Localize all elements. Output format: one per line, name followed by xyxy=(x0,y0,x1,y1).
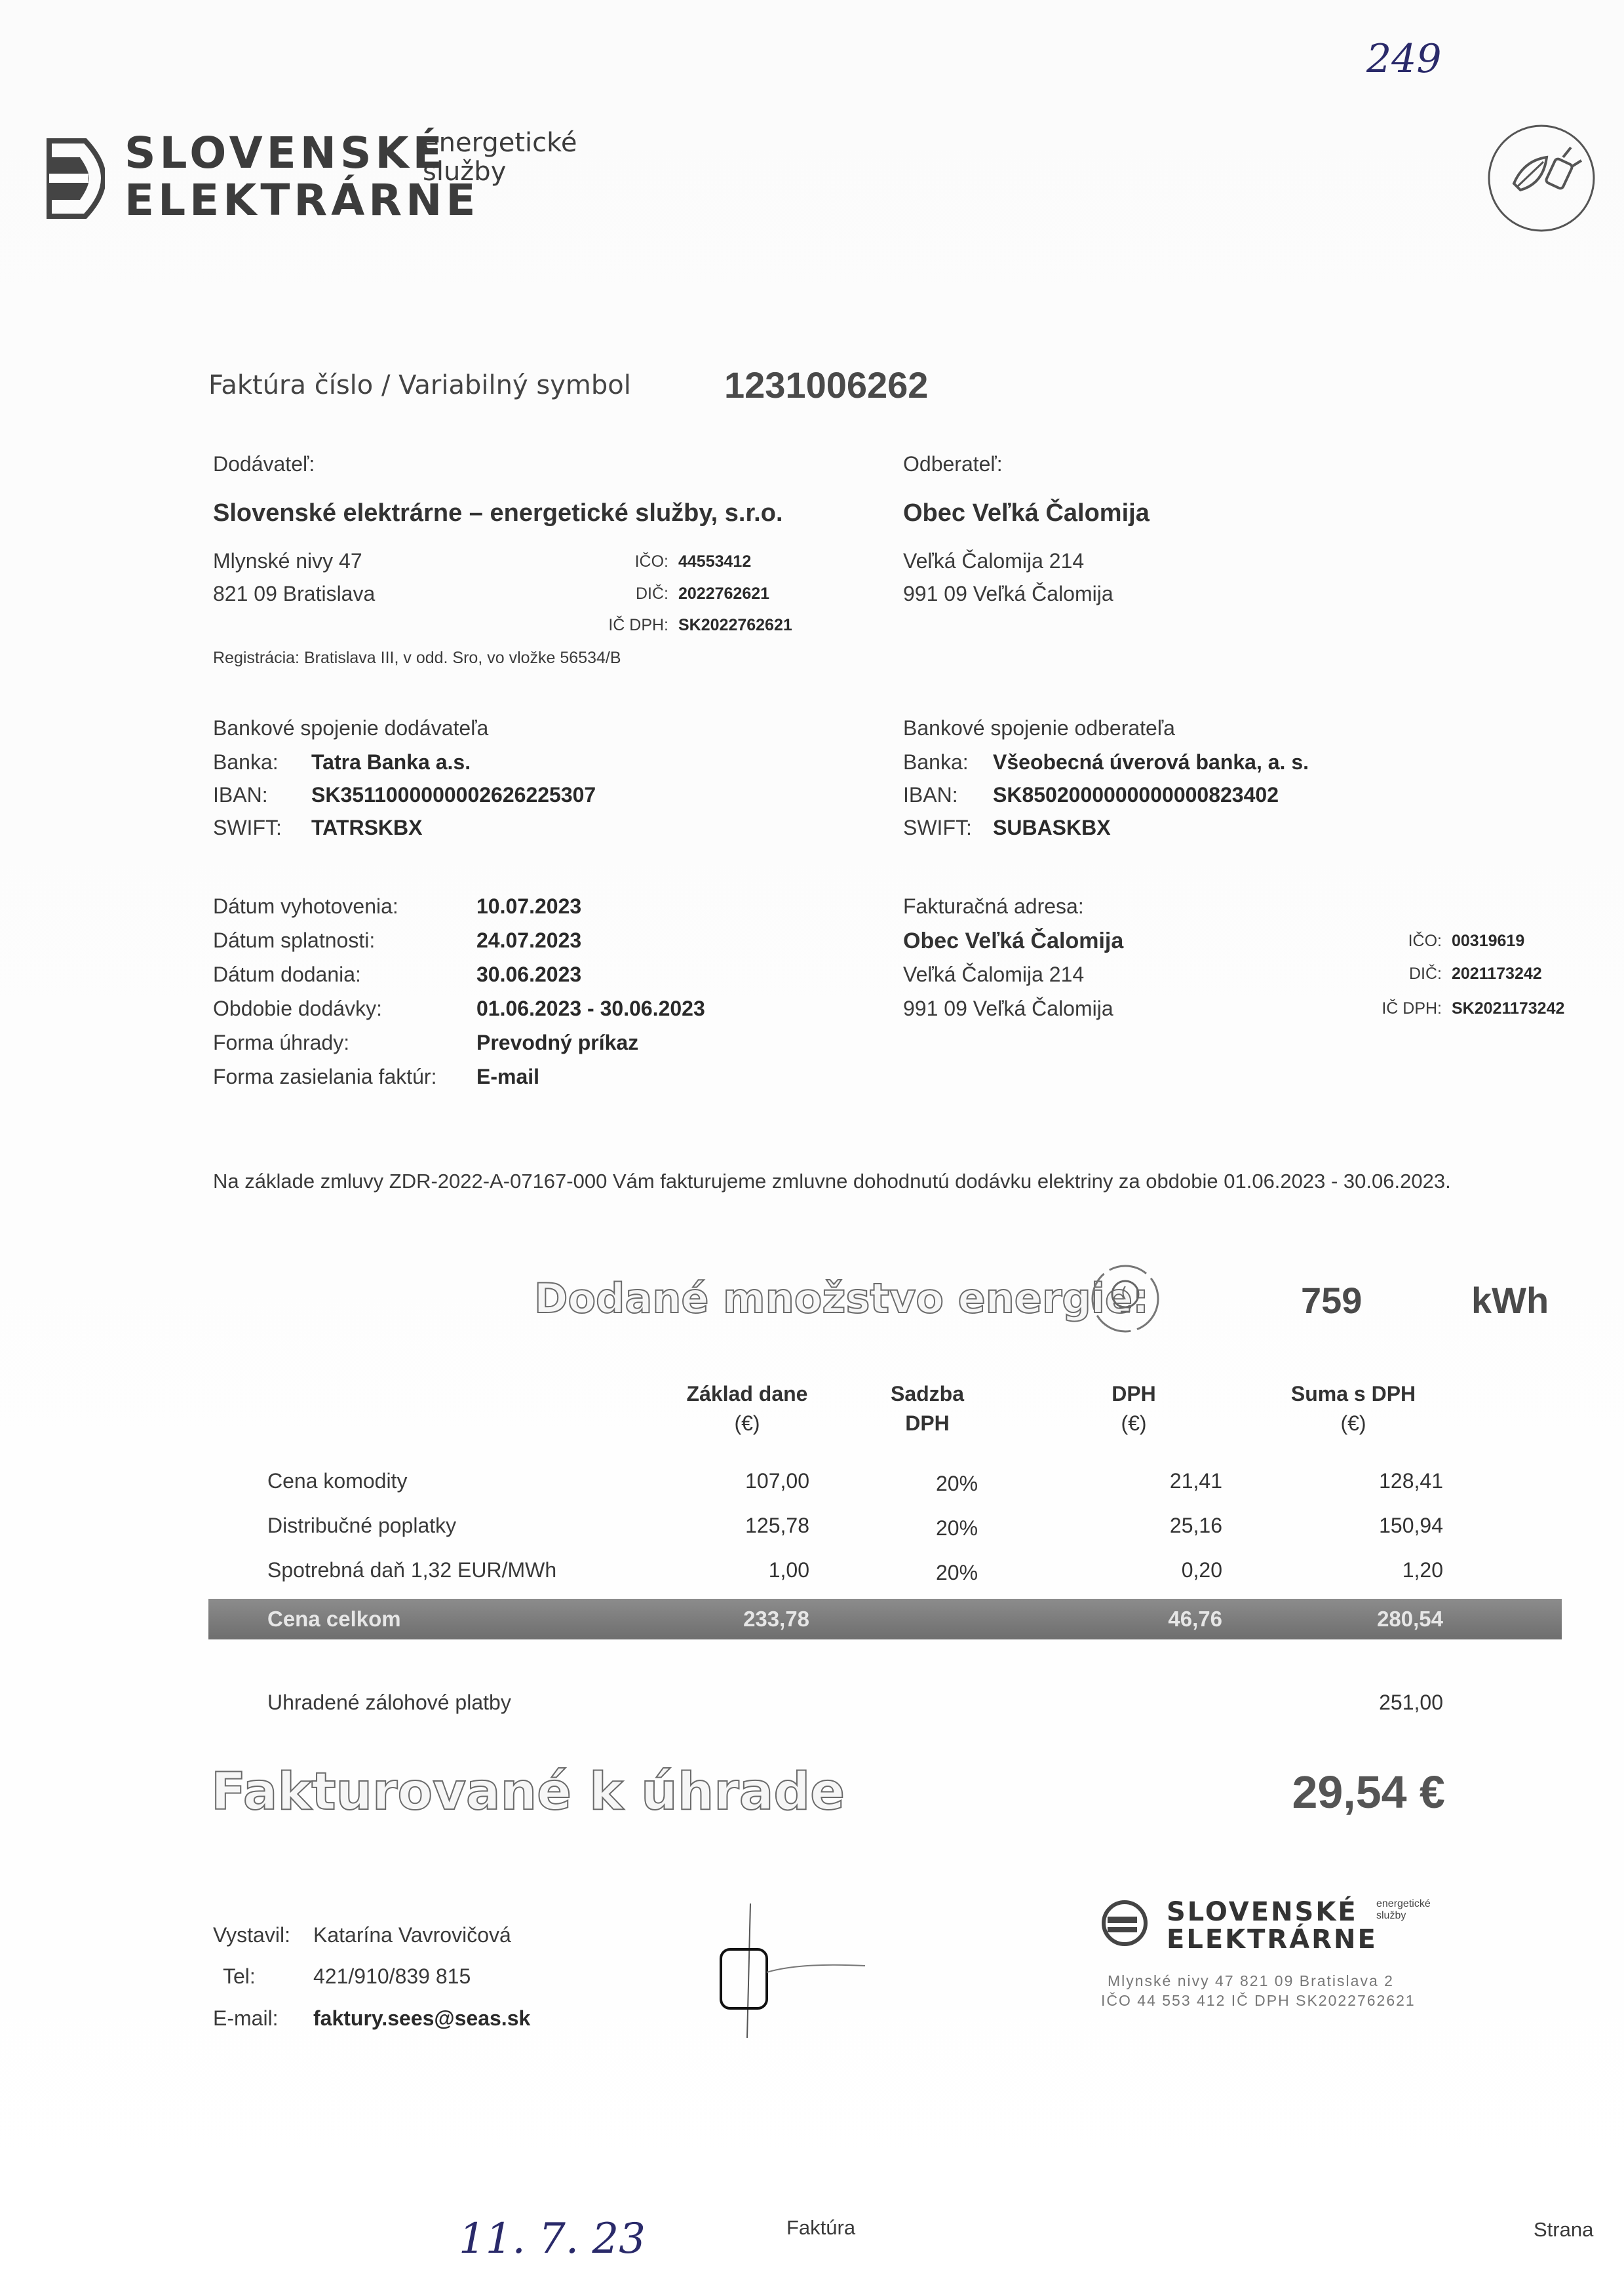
supplier-bank-label: Banka: xyxy=(213,750,279,774)
stamp-ids: IČO 44 553 412 IČ DPH SK2022762621 xyxy=(1101,1992,1416,2009)
customer-bank-heading: Bankové spojenie odberateľa xyxy=(903,716,1175,740)
customer-iban-label: IBAN: xyxy=(903,783,958,807)
total-row xyxy=(208,1599,1562,1639)
logo-sub2: služby xyxy=(423,157,507,187)
logo-line2: ELEKTRÁRNE xyxy=(125,175,480,225)
supplier-city: 821 09 Bratislava xyxy=(213,582,376,605)
total-vat: 46,76 xyxy=(1168,1607,1222,1631)
phone: 421/910/839 815 xyxy=(313,1964,471,1988)
email: faktury.sees@seas.sk xyxy=(313,2006,531,2030)
delivered-energy-unit: kWh xyxy=(1471,1280,1549,1321)
footer-page: Strana xyxy=(1534,2218,1594,2241)
amount-due-label: Fakturované k úhrade xyxy=(211,1763,845,1822)
supplier-street: Mlynské nivy 47 xyxy=(213,549,362,573)
date-due: 24.07.2023 xyxy=(476,928,582,952)
total-label: Cena celkom xyxy=(267,1607,401,1631)
billing-ico: 00319619 xyxy=(1452,932,1525,950)
stamp-address: Mlynské nivy 47 821 09 Bratislava 2 xyxy=(1108,1972,1394,1989)
supplier-heading: Dodávateľ: xyxy=(213,452,315,476)
issuer-name: Katarína Vavrovičová xyxy=(313,1923,511,1947)
email-label: E-mail: xyxy=(213,2006,279,2030)
supplier-icdph-label: IČ DPH: xyxy=(608,616,668,634)
customer-name: Obec Veľká Čalomija xyxy=(903,499,1150,527)
date-issued: 10.07.2023 xyxy=(476,894,582,918)
delivered-energy-value: 759 xyxy=(1301,1280,1363,1321)
issuer-label: Vystavil: xyxy=(213,1923,290,1947)
bulb-icon xyxy=(1088,1261,1163,1337)
supplier-icdph: SK2022762621 xyxy=(678,616,792,634)
supplier-bank-heading: Bankové spojenie dodávateľa xyxy=(213,716,489,740)
logo-sub1: energetické xyxy=(423,128,577,158)
col-header-rate: Sadzba DPH xyxy=(890,1382,965,1435)
billing-icdph: SK2021173242 xyxy=(1452,999,1565,1018)
date-issued-label: Dátum vyhotovenia: xyxy=(213,894,398,918)
advance-payments-label: Uhradené zálohové platby xyxy=(267,1691,511,1714)
period: 01.06.2023 - 30.06.2023 xyxy=(476,997,705,1020)
logo-line1: SLOVENSKÉ xyxy=(125,128,446,178)
signature xyxy=(695,1897,878,2048)
invoice-number-label: Faktúra číslo / Variabilný symbol xyxy=(208,370,631,400)
handwritten-date: 11. 7. 23 xyxy=(459,2215,646,2263)
customer-street: Veľká Čalomija 214 xyxy=(903,549,1085,573)
contract-statement: Na základe zmluvy ZDR-2022-A-07167-000 Vám fakturujeme zmluvne dohodnutú dodávku elektriny za obdobie 01.06.2023 - 30.06.2023. xyxy=(213,1170,1451,1193)
billing-name: Obec Veľká Čalomija xyxy=(903,928,1124,953)
supplier-name: Slovenské elektrárne – energetické služby, s.r.o. xyxy=(213,499,783,527)
brand-logo xyxy=(46,128,583,233)
footer-doc-type: Faktúra xyxy=(786,2216,856,2239)
invoice-number: 1231006262 xyxy=(724,364,929,406)
col-header-total: Suma s DPH (€) xyxy=(1290,1382,1416,1435)
company-stamp xyxy=(1101,1897,1468,2012)
customer-heading: Odberateľ: xyxy=(903,452,1003,476)
date-delivery-label: Dátum dodania: xyxy=(213,963,361,986)
customer-swift: SUBASKBX xyxy=(993,816,1111,839)
payment-form: Prevodný príkaz xyxy=(476,1031,639,1054)
supplier-swift: TATRSKBX xyxy=(311,816,423,839)
stamp-sub1: energetické xyxy=(1376,1898,1431,1909)
stamp-sub2: služby xyxy=(1376,1910,1406,1921)
table-row: Cena komodity 107,00 20% 21,41 128,41 xyxy=(267,1469,1443,1495)
table-row: Distribučné poplatky 125,78 20% 25,16 150,94 xyxy=(267,1514,1443,1540)
supplier-registration: Registrácia: Bratislava III, v odd. Sro, vo vložke 56534/B xyxy=(213,649,621,667)
phone-label: Tel: xyxy=(223,1964,256,1988)
supplier-bank-name: Tatra Banka a.s. xyxy=(311,750,471,774)
seas-logo-icon xyxy=(46,134,105,223)
handwritten-page-number: 249 xyxy=(1366,36,1442,82)
supplier-iban: SK3511000000002626225307 xyxy=(311,783,596,807)
billing-dic: 2021173242 xyxy=(1452,965,1542,983)
stamp-line2: ELEKTRÁRNE xyxy=(1167,1924,1378,1955)
supplier-ico-label: IČO: xyxy=(634,552,668,571)
delivered-energy-label: Dodané množstvo energie: xyxy=(534,1274,1149,1322)
date-due-label: Dátum splatnosti: xyxy=(213,928,376,952)
period-label: Obdobie dodávky: xyxy=(213,997,382,1020)
supplier-ico: 44553412 xyxy=(678,552,752,571)
supplier-dic-label: DIČ: xyxy=(636,584,668,603)
billing-street: Veľká Čalomija 214 xyxy=(903,963,1085,986)
billing-heading: Fakturačná adresa: xyxy=(903,894,1084,918)
col-header-vat: DPH (€) xyxy=(1112,1382,1156,1435)
customer-bank-name: Všeobecná úverová banka, a. s. xyxy=(993,750,1309,774)
leaf-plug-emblem-icon xyxy=(1484,121,1599,236)
table-row: Spotrebná daň 1,32 EUR/MWh 1,00 20% 0,20 1,20 xyxy=(267,1558,1443,1584)
stamp-logo-icon xyxy=(1101,1897,1148,1949)
customer-bank-label: Banka: xyxy=(903,750,969,774)
customer-swift-label: SWIFT: xyxy=(903,816,972,839)
date-delivery: 30.06.2023 xyxy=(476,963,582,986)
total-base: 233,78 xyxy=(743,1607,809,1631)
col-header-base: Základ dane (€) xyxy=(686,1382,808,1435)
billing-ico-label: IČO: xyxy=(1408,932,1442,950)
total-sum: 280,54 xyxy=(1377,1607,1443,1631)
customer-iban: SK8502000000000000823402 xyxy=(993,783,1279,807)
supplier-dic: 2022762621 xyxy=(678,584,770,603)
amount-due-value: 29,54 € xyxy=(1292,1767,1445,1818)
advance-payments-value: 251,00 xyxy=(1379,1691,1443,1714)
supplier-swift-label: SWIFT: xyxy=(213,816,282,839)
billing-icdph-label: IČ DPH: xyxy=(1382,999,1442,1018)
billing-dic-label: DIČ: xyxy=(1409,965,1442,983)
payment-form-label: Forma úhrady: xyxy=(213,1031,350,1054)
supplier-iban-label: IBAN: xyxy=(213,783,268,807)
delivery-method-label: Forma zasielania faktúr: xyxy=(213,1065,437,1088)
customer-city: 991 09 Veľká Čalomija xyxy=(903,582,1113,605)
invoice-dates xyxy=(213,894,803,1098)
delivery-method: E-mail xyxy=(476,1065,540,1088)
stamp-line1: SLOVENSKÉ xyxy=(1167,1897,1358,1927)
billing-city: 991 09 Veľká Čalomija xyxy=(903,997,1113,1020)
